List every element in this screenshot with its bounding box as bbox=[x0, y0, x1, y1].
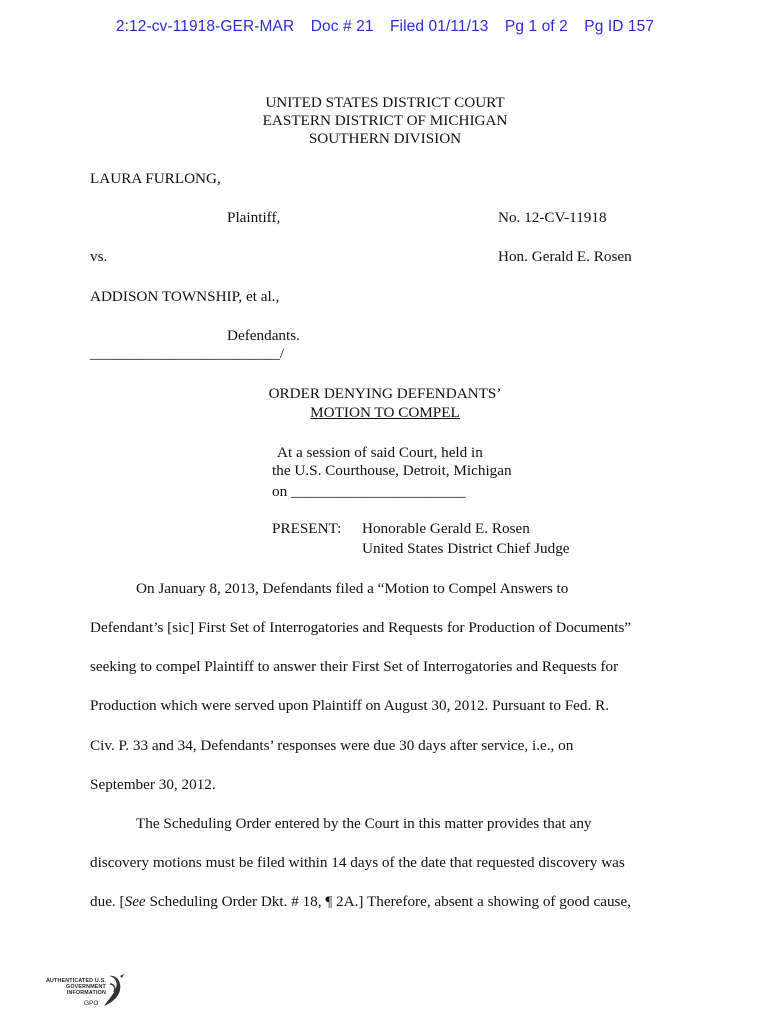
body-text: due. [ bbox=[90, 893, 125, 910]
body-line: The Scheduling Order entered by the Court in this matter provides that any bbox=[136, 815, 592, 832]
session-line-1: At a session of said Court, held in bbox=[277, 444, 483, 461]
body-line: September 30, 2012. bbox=[90, 776, 216, 793]
body-line: Defendant’s [sic] First Set of Interrogatories and Requests for Production of Documents” bbox=[90, 619, 632, 636]
defendant-role: Defendants. bbox=[227, 327, 300, 344]
order-subtitle: MOTION TO COMPEL bbox=[310, 404, 460, 421]
stamp-page-id: Pg ID 157 bbox=[584, 18, 655, 35]
gpo-seal-text: AUTHENTICATED U.S. GOVERNMENT INFORMATION bbox=[45, 978, 106, 996]
body-line bbox=[90, 893, 631, 911]
stamp-filed-date: Filed 01/11/13 bbox=[389, 18, 489, 35]
court-district: EASTERN DISTRICT OF MICHIGAN bbox=[262, 112, 508, 129]
body-text: Scheduling Order Dkt. # 18, ¶ 2A.] Therefore, absent a showing of good cause, bbox=[145, 893, 631, 910]
body-line: Civ. P. 33 and 34, Defendants’ responses were due 30 days after service, i.e., on bbox=[90, 737, 574, 754]
plaintiff-role: Plaintiff, bbox=[227, 209, 281, 226]
eagle-icon bbox=[100, 972, 128, 1012]
stamp-case-number: 2:12-cv-11918-GER-MAR bbox=[115, 18, 295, 35]
body-line: seeking to compel Plaintiff to answer their First Set of Interrogatories and Requests for bbox=[90, 658, 619, 675]
body-line: On January 8, 2013, Defendants filed a “Motion to Compel Answers to bbox=[136, 580, 569, 597]
court-name: UNITED STATES DISTRICT COURT bbox=[265, 94, 505, 111]
plaintiff-name: LAURA FURLONG, bbox=[90, 170, 221, 187]
present-judge: Honorable Gerald E. Rosen bbox=[362, 520, 530, 537]
present-label: PRESENT: bbox=[272, 520, 342, 537]
body-line: discovery motions must be filed within 14 days of the date that requested discovery was bbox=[90, 854, 625, 871]
session-line-2: the U.S. Courthouse, Detroit, Michigan bbox=[272, 462, 512, 479]
order-title: ORDER DENYING DEFENDANTS’ bbox=[268, 385, 502, 402]
filing-stamp bbox=[0, 18, 770, 36]
caption-divider: _________________________/ bbox=[90, 345, 285, 362]
judge-name: Hon. Gerald E. Rosen bbox=[498, 248, 632, 265]
citation-signal: See bbox=[124, 893, 146, 910]
defendant-name: ADDISON TOWNSHIP, et al., bbox=[90, 288, 280, 305]
stamp-page: Pg 1 of 2 bbox=[504, 18, 568, 35]
case-number: No. 12-CV-11918 bbox=[498, 209, 607, 226]
gpo-authentication-seal bbox=[44, 972, 132, 1014]
stamp-doc-number: Doc # 21 bbox=[310, 18, 374, 35]
versus: vs. bbox=[90, 248, 108, 265]
court-division: SOUTHERN DIVISION bbox=[308, 130, 462, 147]
gpo-seal-mark: GPO bbox=[84, 1000, 99, 1007]
present-judge-title: United States District Chief Judge bbox=[362, 540, 570, 557]
session-line-3: on _______________________ bbox=[272, 483, 466, 500]
body-line: Production which were served upon Plaintiff on August 30, 2012. Pursuant to Fed. R. bbox=[90, 697, 610, 714]
